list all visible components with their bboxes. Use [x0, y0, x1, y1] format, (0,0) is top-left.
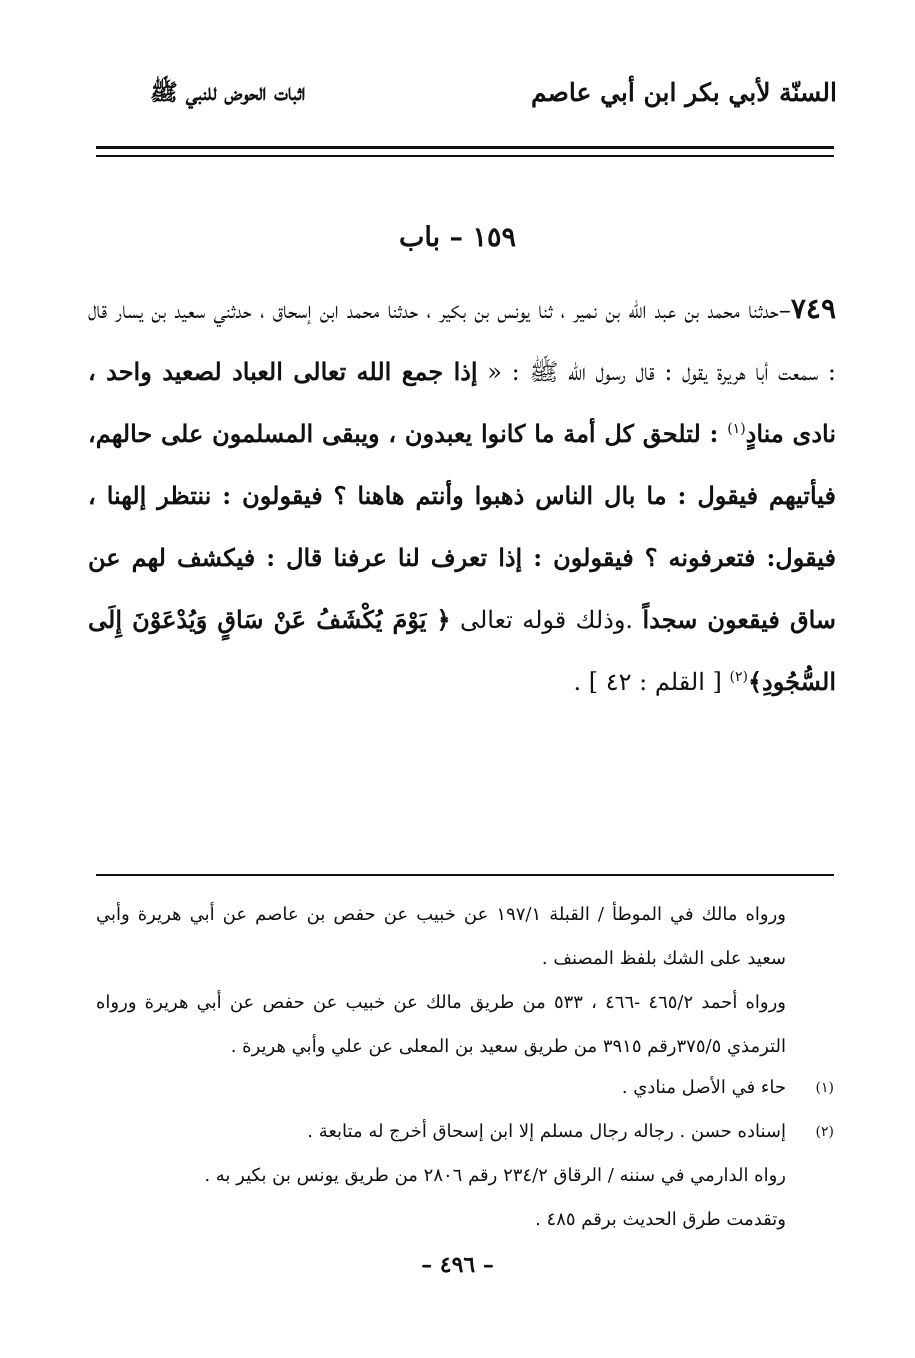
footnote-line: وتقدمت طرق الحديث برقم ٤٨٥ . [535, 1209, 786, 1230]
hadith-sanad: –حدثنا محمد بن عبد الله بن نمير ، ثنا يونس بن بكير ، حدثنا محمد ابن إسحاق ، حدثني سعيد بن يسار قال : سمعت أبا هريرة يقول : قال رسول الله ﷺ : « [88, 296, 836, 386]
quran-reference: [ القلم : ٤٢ ] . [573, 668, 730, 696]
footnote-rule [96, 874, 834, 876]
chapter-heading: ١٥٩ – باب [399, 222, 516, 253]
footnote-line: إسناده حسن . رجاله رجال مسلم إلا ابن إسحاق أخرج له متابعة . [307, 1121, 786, 1142]
header-rule-thin [96, 155, 834, 157]
footnote-ref-2: (٢) [729, 669, 748, 685]
page-number: – ٤٩٦ – [421, 1252, 494, 1278]
footnote-marker: (٢) [815, 1124, 834, 1140]
header-rule-thick [96, 146, 834, 149]
footnote-takhrij-line: ورواه أحمد ٤٦٥/٢ -٤٦٦ ، ٥٣٣ من طريق مالك عن خبيب عن حفص عن أبي هريرة ورواه الترمذي ٣٧٥/٥رقم ٣٩١٥ من طريق سعيد بن المعلى عن علي وأبي هريرة . [96, 992, 786, 1057]
hadith-number: ٧٤٩ [790, 292, 836, 325]
hadith-text [88, 278, 836, 713]
footnote-marker: (١) [815, 1080, 834, 1096]
section-title: اثبات الحوض للنبي ﷺ [150, 79, 306, 106]
hadith-matn-part2: : لتلحق كل أمة ما كانوا يعبدون ، ويبقى المسلمون على حالهم، فيأتيهم فيقول : ما بال الناس ذهبوا وأنتم هاهنا ؟ فيقولون : ننتظر إلهنا ، فيقول: فتعرفونه ؟ فيقولون : إذا تعرف لنا عرفنا قال : فيكشف لهم عن ساق فيقعون سجداً [88, 419, 836, 634]
footnote-ref-1: (١) [727, 421, 746, 437]
hadith-matn-part1: إذا جمع الله تعالى العباد لصعيد واحد ، نادى منادٍ [88, 357, 836, 448]
book-title: السنّة لأبي بكر ابن أبي عاصم [530, 78, 837, 107]
footnote-takhrij-line: ورواه مالك في الموطأ / القبلة ١٩٧/١ عن خبيب عن حفص بن عاصم عن أبي هريرة وأبي سعيد على الشك بلفظ المصنف . [96, 904, 786, 969]
footnote-takhrij [96, 893, 786, 1069]
footnote-line: حاء في الأصل منادي . [621, 1077, 786, 1098]
quran-verse: ﴿ يَوْمَ يُكْشَفُ عَنْ سَاقٍ وَيُدْعَوْنَ إِلَى السُّجُودِ﴾ [88, 605, 836, 696]
footnote-line: رواه الدارمي في سننه / الرقاق ٢٣٤/٢ رقم ٢٨٠٦ من طريق يونس بن بكير به . [204, 1165, 786, 1186]
hadith-commentary: .وذلك قوله تعالى [450, 606, 643, 634]
